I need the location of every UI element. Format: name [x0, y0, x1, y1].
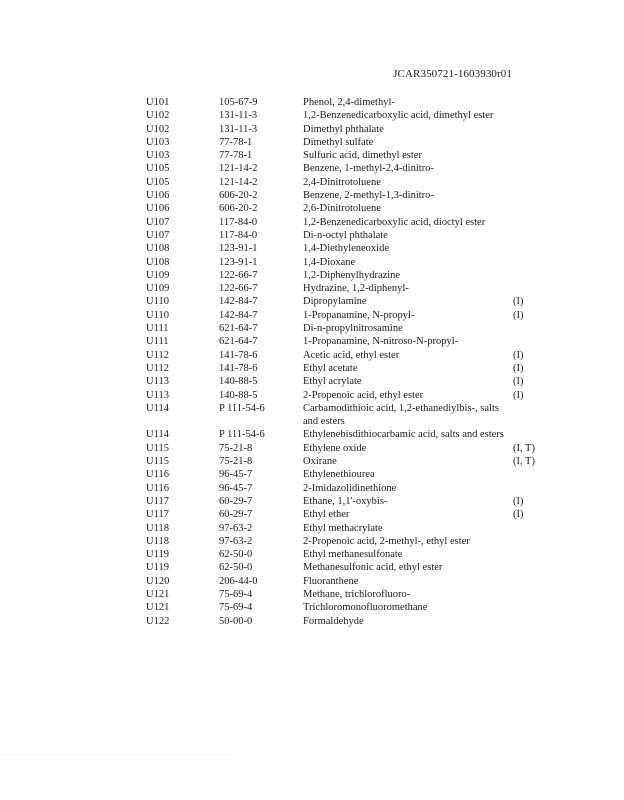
waste-code: U113 [146, 389, 169, 401]
waste-code: U121 [146, 588, 170, 600]
chemical-name: Ethylene oxide [303, 442, 367, 454]
waste-code: U107 [146, 229, 170, 241]
table-row [146, 256, 526, 269]
waste-code: U116 [146, 469, 169, 481]
waste-code: U102 [146, 110, 170, 122]
waste-code: U118 [146, 522, 169, 534]
chemical-name: Benzene, 1-methyl-2,4-dinitro- [303, 163, 434, 175]
table-row [146, 482, 526, 495]
waste-code: U111 [146, 323, 169, 335]
waste-code: U103 [146, 136, 170, 148]
table-row [146, 96, 526, 109]
hazard-note: (I) [513, 349, 524, 361]
cas-number: 141-78-6 [219, 349, 258, 361]
chemical-name: 2-Propenoic acid, ethyl ester [303, 389, 424, 401]
chemical-name: Di-n-propylnitrosamine [303, 323, 403, 335]
table-row [146, 362, 526, 375]
chemical-name: Ethyl methacrylate [303, 522, 383, 534]
cas-number: 60-29-7 [219, 495, 253, 507]
cas-number: 50-00-0 [219, 615, 253, 627]
cas-number: 131-11-3 [219, 110, 258, 122]
table-row [146, 149, 526, 162]
chemical-name: Benzene, 2-methyl-1,3-dinitro- [303, 190, 434, 202]
cas-number: 96-45-7 [219, 482, 253, 494]
waste-code: U110 [146, 296, 169, 308]
cas-number: 140-88-5 [219, 389, 258, 401]
table-row [146, 575, 526, 588]
waste-code: U113 [146, 376, 169, 388]
waste-code: U112 [146, 349, 169, 361]
table-row [146, 189, 526, 202]
table-row [146, 455, 535, 468]
chemical-name: 1,4-Dioxane [303, 256, 356, 268]
waste-code: U118 [146, 535, 169, 547]
waste-code: U105 [146, 163, 170, 175]
waste-code: U106 [146, 203, 170, 215]
waste-code: U114 [146, 429, 169, 441]
cas-number: 140-88-5 [219, 376, 258, 388]
waste-code: U114 [146, 402, 169, 414]
waste-code: U105 [146, 176, 170, 188]
table-row [146, 109, 526, 122]
chemical-name: Acetic acid, ethyl ester [303, 349, 400, 361]
chemical-name: Methane, trichlorofluoro- [303, 588, 411, 600]
waste-code: U116 [146, 482, 169, 494]
table-row [146, 522, 526, 535]
table-row [146, 295, 526, 308]
cas-number: P 111-54-6 [219, 402, 265, 414]
cas-number: 97-63-2 [219, 535, 253, 547]
waste-code: U108 [146, 256, 170, 268]
table-row [146, 561, 526, 574]
chemical-name: Dimethyl sulfate [303, 136, 374, 148]
chemical-name: Trichloromonofluoromethane [303, 602, 428, 614]
chemical-name: 2,6-Dinitrotoluene [303, 203, 381, 215]
cas-number: 142-84-7 [219, 296, 258, 308]
chemical-name: Ethylenethiourea [303, 469, 375, 481]
chemical-name: Phenol, 2,4-dimethyl- [303, 97, 395, 108]
cas-number: P 111-54-6 [219, 429, 265, 441]
table-row [146, 615, 526, 628]
table-row [146, 202, 526, 215]
cas-number: 122-66-7 [219, 269, 258, 281]
cas-number: 121-14-2 [219, 163, 258, 175]
table-row [146, 548, 526, 561]
cas-number: 142-84-7 [219, 309, 258, 321]
waste-code: U115 [146, 442, 169, 454]
waste-code: U107 [146, 216, 170, 228]
chemical-name: Formaldehyde [303, 615, 364, 627]
chemical-name: Ethyl methanesulfonate [303, 549, 403, 561]
table-row [146, 269, 526, 282]
chemical-name: Ethyl acetate [303, 362, 358, 374]
table-row [146, 402, 526, 429]
waste-code: U101 [146, 97, 170, 108]
waste-code: U102 [146, 123, 170, 135]
chemical-name: Ethyl acrylate [303, 376, 362, 388]
table-row [146, 389, 526, 402]
waste-code: U111 [146, 336, 169, 348]
chemical-name: Carbamodithioic acid, 1,2-ethanediylbis-, salts and esters [303, 402, 499, 428]
cas-number: 96-45-7 [219, 469, 253, 481]
waste-code: U109 [146, 269, 170, 281]
hazardous-waste-table [146, 96, 535, 628]
table-row [146, 442, 535, 455]
chemical-name: 2-Propenoic acid, 2-methyl-, ethyl ester [303, 535, 470, 547]
cas-number: 141-78-6 [219, 362, 258, 374]
chemical-name: Ethyl ether [303, 509, 350, 521]
table-row [146, 229, 526, 242]
table-row [146, 176, 526, 189]
hazard-note: (I) [513, 376, 524, 388]
cas-number: 105-67-9 [219, 97, 258, 108]
table-row [146, 216, 526, 229]
chemical-name: Ethane, 1,1'-oxybis- [303, 495, 388, 507]
cas-number: 117-84-0 [219, 229, 258, 241]
chemical-name: Dimethyl phthalate [303, 123, 384, 135]
cas-number: 62-50-0 [219, 562, 253, 574]
cas-number: 97-63-2 [219, 522, 253, 534]
hazard-note: (I) [513, 362, 524, 374]
cas-number: 60-29-7 [219, 509, 253, 521]
cas-number: 606-20-2 [219, 190, 258, 202]
waste-code: U110 [146, 309, 169, 321]
table-row [146, 349, 526, 362]
cas-number: 206-44-0 [219, 575, 258, 587]
chemical-name: 2-Imidazolidinethione [303, 482, 397, 494]
hazard-note: (I) [513, 296, 524, 308]
hazard-note: (I) [513, 509, 524, 521]
waste-code: U119 [146, 562, 169, 574]
cas-number: 131-11-3 [219, 123, 258, 135]
table-row [146, 495, 526, 508]
hazard-note: (I) [513, 495, 524, 507]
table-row [146, 162, 526, 175]
waste-code: U106 [146, 190, 170, 202]
hazard-note: (I) [513, 309, 524, 321]
cas-number: 77-78-1 [219, 136, 253, 148]
cas-number: 606-20-2 [219, 203, 258, 215]
waste-code: U112 [146, 362, 169, 374]
chemical-name: 1,4-Diethyleneoxide [303, 243, 390, 255]
cas-number: 75-21-8 [219, 442, 253, 454]
table-row [146, 428, 526, 441]
waste-code: U117 [146, 509, 169, 521]
chemical-name: Di-n-octyl phthalate [303, 229, 388, 241]
waste-code: U121 [146, 602, 170, 614]
waste-code: U122 [146, 615, 170, 627]
cas-number: 621-64-7 [219, 323, 258, 335]
table-row [146, 508, 526, 521]
chemical-name: 1,2-Diphenylhydrazine [303, 269, 401, 281]
waste-code: U120 [146, 575, 170, 587]
chemical-name: 1,2-Benzenedicarboxylic acid, dioctyl ester [303, 216, 486, 228]
hazard-note: (I, T) [513, 442, 535, 454]
table-row [146, 282, 526, 295]
chemical-name: Fluoranthene [303, 575, 359, 587]
chemical-name: Dipropylamine [303, 296, 367, 308]
chemical-name: Sulfuric acid, dimethyl ester [303, 150, 422, 162]
table-row [146, 375, 526, 388]
table-row [146, 242, 526, 255]
waste-code: U109 [146, 283, 170, 295]
cas-number: 75-69-4 [219, 588, 253, 600]
hazard-note: (I, T) [513, 456, 535, 468]
document-id: JCAR350721-1603930r01 [393, 68, 512, 80]
cas-number: 75-69-4 [219, 602, 253, 614]
table-row [146, 468, 526, 481]
chemical-name: 1-Propanamine, N-nitroso-N-propyl- [303, 336, 459, 348]
chemical-name: 2,4-Dinitrotoluene [303, 176, 381, 188]
cas-number: 117-84-0 [219, 216, 258, 228]
waste-code: U117 [146, 495, 169, 507]
chemical-name: 1-Propanamine, N-propyl- [303, 309, 415, 321]
cas-number: 123-91-1 [219, 243, 258, 255]
waste-code: U115 [146, 456, 169, 468]
waste-code: U108 [146, 243, 170, 255]
cas-number: 77-78-1 [219, 150, 253, 162]
chemical-name: Hydrazine, 1,2-diphenyl- [303, 283, 409, 295]
table-row [146, 335, 526, 348]
table-row [146, 322, 526, 335]
table-row [146, 535, 526, 548]
chemical-name: 1,2-Benzenedicarboxylic acid, dimethyl ester [303, 110, 494, 122]
footer-rule [0, 754, 230, 755]
cas-number: 121-14-2 [219, 176, 258, 188]
cas-number: 122-66-7 [219, 283, 258, 295]
chemical-name: Ethylenebisdithiocarbamic acid, salts and esters [303, 429, 504, 441]
table-row [146, 588, 526, 601]
waste-code: U103 [146, 150, 170, 162]
waste-code: U119 [146, 549, 169, 561]
cas-number: 123-91-1 [219, 256, 258, 268]
cas-number: 621-64-7 [219, 336, 258, 348]
chemical-name: Methanesulfonic acid, ethyl ester [303, 562, 443, 574]
table-row [146, 136, 526, 149]
hazard-note: (I) [513, 389, 524, 401]
cas-number: 62-50-0 [219, 549, 253, 561]
table-row [146, 123, 526, 136]
table-row [146, 601, 526, 614]
cas-number: 75-21-8 [219, 456, 253, 468]
chemical-name: Oxirane [303, 456, 337, 468]
table-row [146, 309, 526, 322]
